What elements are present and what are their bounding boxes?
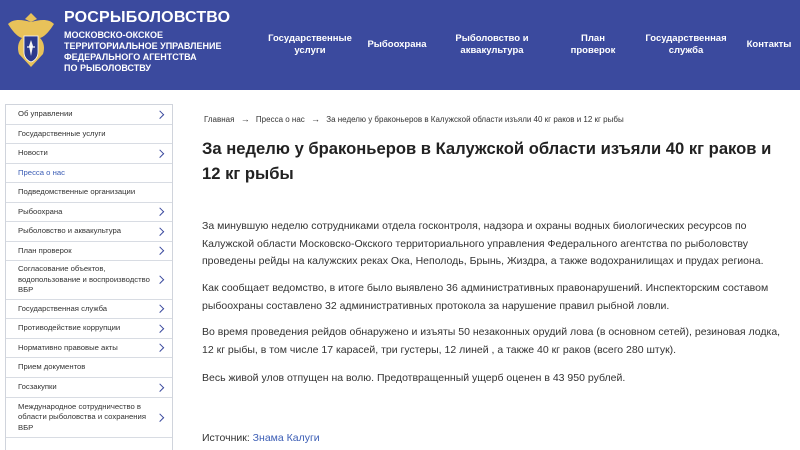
sidebar-item-document-intake[interactable] (6, 358, 172, 378)
sidebar-item-approval-water-use[interactable] (6, 261, 172, 300)
page-title: За неделю у браконьеров в Калужской области изъяли 40 кг раков и 12 кг рыбы (202, 139, 772, 183)
arrow-right-icon: → (240, 114, 250, 124)
brand-subtitle-line: ПО РЫБОЛОВСТВУ (64, 63, 152, 73)
chevron-right-icon (156, 324, 164, 332)
nav-fish-protection[interactable]: Рыбоохрана (367, 39, 427, 50)
chevron-right-icon (156, 110, 164, 118)
article-paragraph: Во время проведения рейдов обнаружено и изъяты 50 незаконных орудий лова (в основном сетей), резиновая лодка, 12 кг рыбы, в том числе 17 карасей, три густеры, 12 линей , а также 40 кг раков (всего 280 штук). (202, 326, 781, 356)
site-header (0, 0, 800, 90)
sidebar-item-label: Подведомственные организации (18, 187, 136, 197)
brand-subtitle-line: ТЕРРИТОРИАЛЬНОЕ УПРАВЛЕНИЕ (64, 41, 222, 51)
chevron-right-icon (156, 227, 164, 235)
brand-subtitle-line: ФЕДЕРАЛЬНОГО АГЕНТСТВА (64, 52, 197, 62)
chevron-right-icon (156, 304, 164, 312)
nav-contacts[interactable]: Контакты (746, 39, 792, 50)
sidebar-item-label: Новости (18, 148, 48, 158)
source-label: Источник: (202, 432, 250, 444)
arrow-right-icon: → (311, 114, 321, 124)
breadcrumb (204, 114, 628, 124)
chevron-right-icon (156, 275, 164, 283)
nav-fishing-aquaculture[interactable]: Рыболовство и аквакультура (455, 33, 529, 56)
sidebar-item-fish-protection[interactable] (6, 203, 172, 222)
sidebar-item-inspection-plan[interactable] (6, 242, 172, 261)
chevron-right-icon (156, 383, 164, 391)
sidebar-item-label: Рыбоохрана (18, 206, 63, 216)
sidebar-item-about[interactable] (6, 105, 172, 125)
sidebar-item-label: Согласование объектов, водопользование и воспроизводство ВБР (18, 264, 150, 295)
sidebar-item-fishing-aquaculture[interactable] (6, 222, 172, 242)
nav-gov-services[interactable]: Государственные услуги (268, 33, 352, 56)
sidebar-item-label: Пресса о нас (18, 167, 65, 177)
chevron-right-icon (156, 413, 164, 421)
sidebar-item-civil-service[interactable] (6, 300, 172, 319)
sidebar-item-legal-acts[interactable] (6, 339, 172, 358)
sidebar-menu (5, 104, 173, 450)
sidebar-item-label: Госзакупки (18, 382, 57, 392)
sidebar-item-label: Об управлении (18, 109, 73, 119)
sidebar-item-label: Государственные услуги (18, 128, 106, 138)
breadcrumb-current: За неделю у браконьеров в Калужской области изъяли 40 кг раков и 12 кг рыбы (326, 115, 624, 124)
sidebar-item-news[interactable] (6, 144, 172, 164)
sidebar-item-label: Противодействие коррупции (18, 323, 121, 333)
sidebar-item-international[interactable] (6, 398, 172, 438)
breadcrumb-home[interactable]: Главная (204, 115, 235, 124)
coat-of-arms-icon[interactable] (6, 10, 56, 72)
chevron-right-icon (156, 343, 164, 351)
nav-inspection-plan[interactable]: План проверок (570, 33, 616, 56)
sidebar-item-label: Государственная служба (18, 303, 108, 313)
sidebar-item-label: Международное сотрудничество в области рыболовства и сохранения ВБР (18, 401, 146, 432)
sidebar-item-procurement[interactable] (6, 378, 172, 398)
chevron-right-icon (156, 149, 164, 157)
source-link[interactable]: Знама Калуги (252, 432, 320, 444)
sidebar-item-press[interactable] (6, 164, 172, 183)
sidebar-item-subordinate-orgs[interactable] (6, 183, 172, 203)
nav-civil-service[interactable]: Государственная служба (645, 33, 727, 56)
sidebar-item-label: План проверок (18, 245, 72, 255)
brand-subtitle (64, 30, 239, 74)
sidebar-item-label: Прием документов (18, 362, 86, 372)
article-paragraph: За минувшую неделю сотрудниками отдела госконтроля, надзора и охраны водных биологических ресурсов по Калужской области Московско-Окского территориального управления Федерального агентства по рыболовству проведены рейды на калужских реках Ока, Неполодь, Брынь, Жиздра, а также водохранилищах и прудах региона. (202, 220, 764, 267)
brand-title[interactable]: РОСРЫБОЛОВСТВО (64, 9, 231, 26)
breadcrumb-section[interactable]: Пресса о нас (255, 115, 305, 124)
sidebar-item-gov-services[interactable] (6, 125, 172, 144)
sidebar-item-label: Нормативно правовые акты (18, 342, 118, 352)
sidebar-item-anti-corruption[interactable] (6, 319, 172, 339)
chevron-right-icon (156, 246, 164, 254)
article-paragraph: Весь живой улов отпущен на волю. Предотвращенный ущерб оценен в 43 950 рублей. (202, 372, 626, 384)
sidebar-item-label: Рыболовство и аквакультура (18, 226, 122, 236)
brand-subtitle-line: МОСКОВСКО-ОКСКОЕ (64, 30, 164, 40)
article-paragraph: Как сообщает ведомство, в итоге было выявлено 36 административных правонарушений. Инспекторским составом рыбоохраны составлено 32 административных протокола за нарушение правил рыбной ловли. (202, 282, 769, 312)
chevron-right-icon (156, 207, 164, 215)
article-source (202, 432, 320, 444)
